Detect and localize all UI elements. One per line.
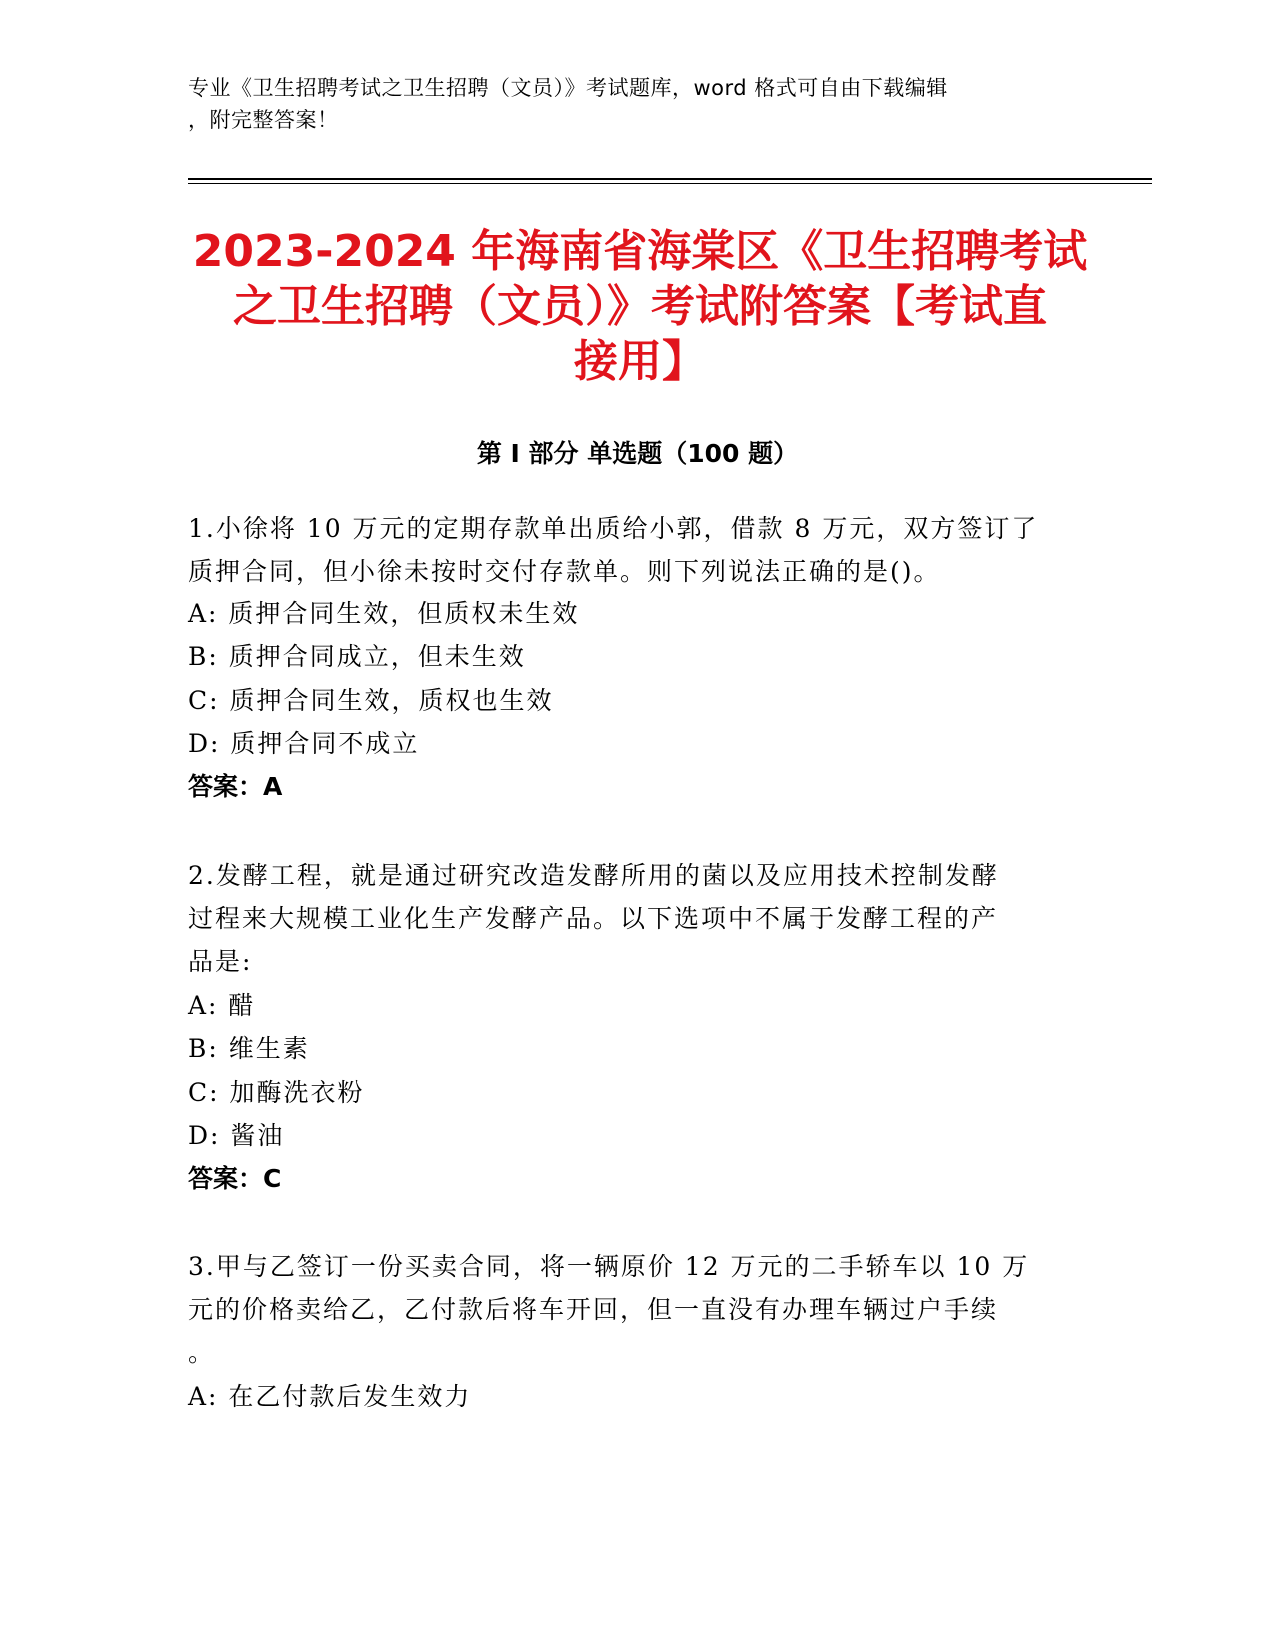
question-1-stem-line-1: 1.小徐将 10 万元的定期存款单出质给小郭，借款 8 万元，双方签订了 — [188, 514, 1039, 543]
title-line-2: 之卫生招聘（文员）》考试附答案【考试直 — [233, 281, 1047, 332]
question-2-option-d: D: 酱油 — [188, 1121, 285, 1150]
header-line-1: 专业《卫生招聘考试之卫生招聘（文员）》考试题库，word 格式可自由下载编辑 — [188, 76, 948, 100]
title-line-3: 接用】 — [574, 336, 706, 387]
question-2-stem-line-3: 品是: — [188, 947, 253, 976]
question-3-option-a: A: 在乙付款后发生效力 — [188, 1382, 472, 1411]
header-line-2: ，附完整答案！ — [188, 108, 339, 132]
title-line-1: 2023-2024 年海南省海棠区《卫生招聘考试 — [192, 226, 1088, 277]
question-3-stem-line-3: 。 — [188, 1338, 216, 1367]
question-2-option-c: C: 加酶洗衣粉 — [188, 1078, 365, 1107]
question-2-stem-line-2: 过程来大规模工业化生产发酵产品。以下选项中不属于发酵工程的产 — [188, 904, 999, 933]
header-divider — [188, 178, 1152, 180]
question-1-stem-line-2: 质押合同，但小徐未按时交付存款单。则下列说法正确的是()。 — [188, 557, 941, 586]
question-3-stem-line-2: 元的价格卖给乙，乙付款后将车开回，但一直没有办理车辆过户手续 — [188, 1295, 999, 1324]
question-3-stem-line-1: 3.甲与乙签订一份买卖合同，将一辆原价 12 万元的二手轿车以 10 万 — [188, 1252, 1030, 1281]
question-1-answer: 答案：A — [188, 772, 283, 801]
question-1-option-c: C: 质押合同生效，质权也生效 — [188, 686, 554, 715]
document-title — [150, 224, 1130, 389]
question-2-stem-line-1: 2.发酵工程，就是通过研究改造发酵所用的菌以及应用技术控制发酵 — [188, 861, 999, 890]
question-1-option-a: A: 质押合同生效，但质权未生效 — [188, 599, 580, 628]
question-2-option-b: B: 维生素 — [188, 1034, 310, 1063]
question-2-option-a: A: 醋 — [188, 991, 256, 1020]
question-1-option-d: D: 质押合同不成立 — [188, 729, 420, 758]
question-1-option-b: B: 质押合同成立，但未生效 — [188, 642, 526, 671]
section-heading: 第 I 部分 单选题（100 题） — [476, 439, 799, 468]
header-divider-thin — [188, 183, 1152, 184]
question-2-answer: 答案：C — [188, 1164, 282, 1193]
